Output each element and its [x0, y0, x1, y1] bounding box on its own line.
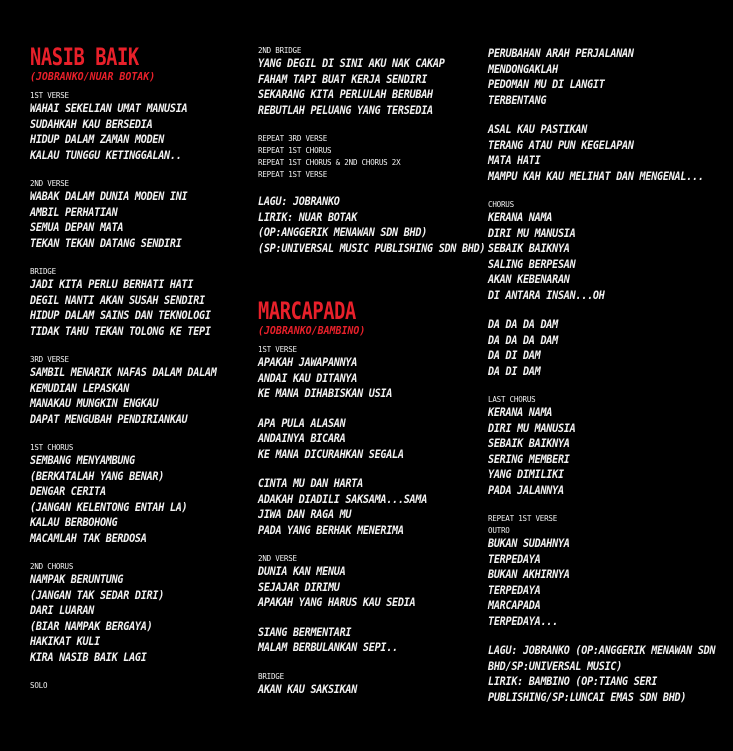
section-label: 2ND BRIDGE — [258, 46, 302, 55]
lyric-line: SALING BERPESAN — [488, 256, 576, 271]
lyric-line: HAKIKAT KULI — [30, 634, 100, 648]
section-label: REPEAT 1ST VERSE — [258, 170, 328, 179]
lyric-line: ANDAINYA BICARA — [258, 431, 346, 445]
lyric-line: MENDONGAKLAH — [488, 61, 558, 76]
lyric-line: HIDUP DALAM SAINS DAN TEKNOLOGI — [30, 308, 211, 322]
lyric-line: TERPEDAYA... — [488, 613, 558, 628]
lyric-line: SEBAIK BAIKNYA — [488, 241, 570, 255]
section-label: OUTRO — [488, 526, 510, 535]
song-credits: (JOBRANKO/BAMBINO) — [258, 324, 366, 337]
lyric-line: DUNIA KAN MENUA — [258, 564, 346, 578]
lyric-line: REBUTLAH PELUANG YANG TERSEDIA — [258, 102, 433, 117]
lyric-line: KEMUDIAN LEPASKAN — [30, 380, 130, 395]
lyric-line: KALAU TUNGGU KETINGGALAN.. — [30, 147, 182, 162]
lyric-line: MAMPU KAH KAU MELIHAT DAN MENGENAL... — [488, 168, 704, 183]
lyric-line: NAMPAK BERUNTUNG — [30, 572, 124, 586]
lyric-line: PEDOMAN MU DI LANGIT — [488, 77, 605, 91]
lyric-line: ANDAI KAU DITANYA — [258, 370, 358, 385]
lyric-line: JADI KITA PERLU BERHATI HATI — [30, 277, 194, 291]
lyric-line: YANG DEGIL DI SINI AKU NAK CAKAP — [258, 56, 445, 70]
spacer — [30, 665, 245, 679]
spacer — [258, 611, 483, 625]
section-label: 2ND VERSE — [30, 179, 69, 188]
spacer — [258, 180, 483, 194]
lyric-line: DEGIL NANTI AKAN SUSAH SENDIRI — [30, 292, 205, 307]
spacer — [258, 462, 483, 476]
spacer — [258, 118, 483, 132]
lyric-line: APA PULA ALASAN — [258, 415, 346, 430]
lyric-line: BUKAN AKHIRNYA — [488, 567, 570, 581]
lyric-line: DARI LUARAN — [30, 603, 95, 617]
lyric-line: PADA JALANNYA — [488, 482, 564, 497]
section-label: 1ST VERSE — [258, 345, 297, 354]
lyric-line: LIRIK: NUAR BOTAK — [258, 209, 358, 224]
lyric-line: JIWA DAN RAGA MU — [258, 507, 352, 521]
lyric-line: SUDAHKAH KAU BERSEDIA — [30, 116, 153, 131]
lyric-line: WABAK DALAM DUNIA MODEN INI — [30, 189, 188, 203]
lyric-line: KIRA NASIB BAIK LAGI — [30, 649, 147, 664]
lyric-line: DA DI DAM — [488, 363, 541, 378]
lyric-line: DIRI MU MANUSIA — [488, 420, 576, 435]
section-label: 1ST VERSE — [30, 91, 69, 100]
spacer — [258, 256, 483, 270]
lyric-line: (BERKATALAH YANG BENAR) — [30, 468, 165, 483]
lyric-line: AMBIL PERHATIAN — [30, 204, 118, 219]
lyric-line: DA DA DA DAM — [488, 332, 558, 347]
lyric-line: TERPEDAYA — [488, 551, 541, 566]
spacer — [258, 402, 483, 416]
lyric-line: LIRIK: BAMBINO (OP:TIANG SERI — [488, 674, 658, 688]
lyric-line: TERANG ATAU PUN KEGELAPAN — [488, 137, 634, 152]
lyric-line: MACAMLAH TAK BERDOSA — [30, 530, 147, 545]
lyric-line: TERPEDAYA — [488, 582, 541, 597]
lyric-line: SEKARANG KITA PERLULAH BERUBAH — [258, 87, 433, 101]
lyric-line: BUKAN SUDAHNYA — [488, 536, 570, 550]
spacer — [258, 270, 483, 284]
lyric-line: WAHAI SEKELIAN UMAT MANUSIA — [30, 101, 188, 115]
lyric-line: DIRI MU MANUSIA — [488, 225, 576, 240]
lyric-line: BHD/SP:UNIVERSAL MUSIC) — [488, 658, 623, 673]
spacer — [488, 108, 728, 122]
spacer — [30, 163, 245, 177]
lyric-line: KERANA NAMA — [488, 405, 553, 419]
lyric-line: MATA HATI — [488, 153, 541, 167]
song-title: NASIB BAIK — [30, 43, 139, 71]
lyric-line: SEMBANG MENYAMBUNG — [30, 453, 135, 467]
spacer — [30, 251, 245, 265]
lyric-line: APAKAH YANG HARUS KAU SEDIA — [258, 595, 416, 609]
lyric-line: KALAU BERBOHONG — [30, 515, 118, 529]
lyric-line: LAGU: JOBRANKO — [258, 194, 340, 208]
section-label: REPEAT 3RD VERSE — [258, 134, 328, 143]
spacer — [488, 303, 728, 317]
spacer — [488, 629, 728, 643]
column-middle — [258, 44, 486, 697]
section-label: SOLO — [30, 681, 48, 690]
spacer — [30, 339, 245, 353]
section-label: 3RD VERSE — [30, 355, 69, 364]
lyric-line: SIANG BERMENTARI — [258, 624, 352, 639]
lyric-line: DENGAR CERITA — [30, 484, 106, 498]
lyric-line: SAMBIL MENARIK NAFAS DALAM DALAM — [30, 365, 217, 379]
spacer — [488, 184, 728, 198]
lyric-line: DA DI DAM — [488, 348, 541, 362]
spacer — [30, 427, 245, 441]
lyric-line: AKAN KAU SAKSIKAN — [258, 681, 358, 696]
lyric-line: KE MANA DICURAHKAN SEGALA — [258, 446, 404, 461]
lyric-line: AKAN KEBENARAN — [488, 272, 570, 286]
lyric-line: (OP:ANGGERIK MENAWAN SDN BHD) — [258, 225, 428, 239]
lyric-line: SERING MEMBERI — [488, 451, 570, 466]
lyric-line: SEBAIK BAIKNYA — [488, 436, 570, 450]
lyric-line: YANG DIMILIKI — [488, 467, 564, 481]
lyric-line: (BIAR NAMPAK BERGAYA) — [30, 618, 153, 633]
spacer — [258, 538, 483, 552]
lyric-line: PUBLISHING/SP:LUNCAI EMAS SDN BHD) — [488, 689, 687, 704]
lyric-line: (SP:UNIVERSAL MUSIC PUBLISHING SDN BHD) — [258, 240, 486, 255]
section-label: 2ND CHORUS — [30, 562, 74, 571]
section-label: LAST CHORUS — [488, 395, 536, 404]
lyric-line: APAKAH JAWAPANNYA — [258, 355, 358, 369]
section-label: 2ND VERSE — [258, 554, 297, 563]
lyric-line: ASAL KAU PASTIKAN — [488, 122, 588, 136]
section-label: 1ST CHORUS — [30, 443, 74, 452]
spacer — [488, 379, 728, 393]
column-right — [488, 46, 728, 705]
lyric-line: SEJAJAR DIRIMU — [258, 579, 340, 594]
lyric-line: SEMUA DEPAN MATA — [30, 220, 124, 234]
spacer — [258, 656, 483, 670]
section-label: REPEAT 1ST VERSE — [488, 514, 558, 523]
lyric-line: HIDUP DALAM ZAMAN MODEN — [30, 132, 165, 146]
song-title: MARCAPADA — [258, 297, 356, 325]
lyric-line: (JANGAN KELENTONG ENTAH LA) — [30, 499, 188, 514]
lyric-line: TERBENTANG — [488, 92, 547, 107]
lyric-line: DAPAT MENGUBAH PENDIRIANKAU — [30, 411, 188, 426]
lyric-line: PERUBAHAN ARAH PERJALANAN — [488, 46, 634, 60]
lyric-line: ADAKAH DIADILI SAKSAMA...SAMA — [258, 491, 428, 506]
lyric-line: PADA YANG BERHAK MENERIMA — [258, 522, 404, 537]
lyric-line: MANAKAU MUNGKIN ENGKAU — [30, 396, 159, 410]
section-label: CHORUS — [488, 200, 514, 209]
section-label: BRIDGE — [258, 671, 284, 681]
lyric-line: TIDAK TAHU TEKAN TOLONG KE TEPI — [30, 323, 211, 338]
lyric-line: MARCAPADA — [488, 598, 541, 612]
lyric-line: CINTA MU DAN HARTA — [258, 476, 363, 490]
lyric-line: KERANA NAMA — [488, 210, 553, 224]
spacer — [258, 284, 483, 298]
spacer — [30, 546, 245, 560]
section-label: BRIDGE — [30, 267, 56, 276]
lyric-line: KE MANA DIHABISKAN USIA — [258, 386, 393, 400]
lyric-line: FAHAM TAPI BUAT KERJA SENDIRI — [258, 71, 428, 86]
column-left — [30, 44, 245, 691]
song-credits: (JOBRANKO/NUAR BOTAK) — [30, 70, 156, 83]
lyric-line: DA DA DA DAM — [488, 317, 558, 331]
lyric-line: LAGU: JOBRANKO (OP:ANGGERIK MENAWAN SDN — [488, 643, 716, 657]
spacer — [488, 498, 728, 512]
section-label: REPEAT 1ST CHORUS & 2ND CHORUS 2X — [258, 158, 401, 167]
lyric-line: TEKAN TEKAN DATANG SENDIRI — [30, 235, 182, 250]
section-label: REPEAT 1ST CHORUS — [258, 146, 332, 155]
lyric-line: DI ANTARA INSAN...OH — [488, 287, 605, 302]
lyric-line: (JANGAN TAK SEDAR DIRI) — [30, 587, 165, 602]
lyric-line: MALAM BERBULANKAN SEPI.. — [258, 640, 398, 654]
